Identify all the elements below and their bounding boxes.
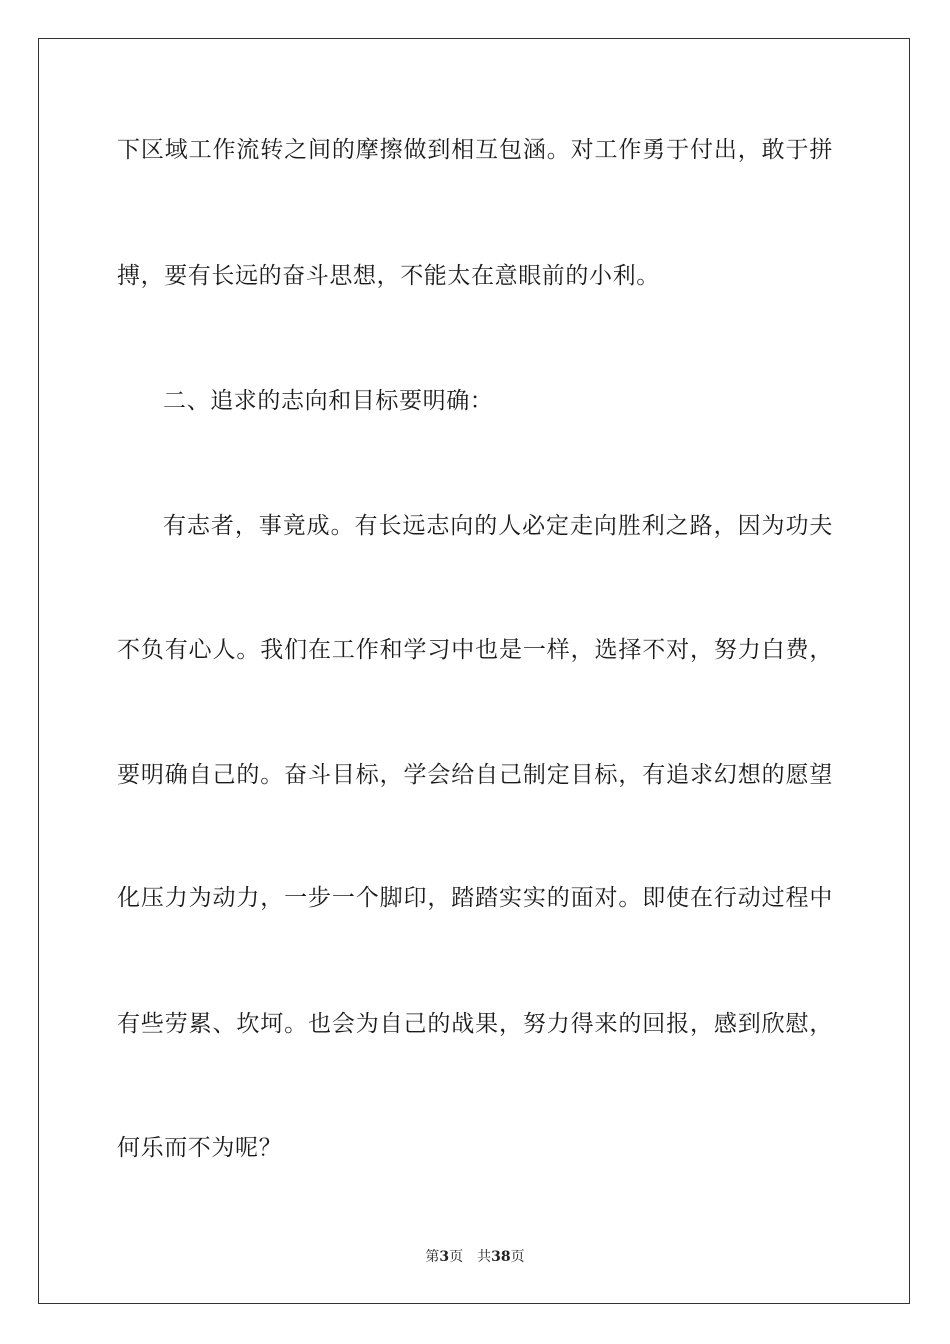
footer-total-pages: 38 (491, 1249, 511, 1265)
footer-page-unit: 页 (449, 1249, 464, 1265)
footer-total-prefix: 共 (477, 1249, 492, 1265)
page-footer (0, 1248, 950, 1266)
body-line-8: 有些劳累、坎坷。也会为自己的战果，努力得来的回报，感到欣慰， (117, 1011, 833, 1037)
body-line-2: 搏，要有长远的奋斗思想，不能太在意眼前的小利。 (117, 263, 660, 289)
body-line-5: 不负有心人。我们在工作和学习中也是一样，选择不对，努力白费， (117, 637, 833, 663)
body-line-4: 有志者，事竟成。有长远志向的人必定走向胜利之路，因为功夫 (163, 513, 833, 539)
page-border (38, 38, 910, 1304)
footer-total-unit: 页 (510, 1249, 525, 1265)
footer-prefix: 第 (425, 1249, 440, 1265)
body-line-1: 下区域工作流转之间的摩擦做到相互包涵。对工作勇于付出，敢于拼 (117, 137, 833, 163)
section-heading: 二、追求的志向和目标要明确： (163, 388, 494, 414)
body-line-6: 要明确自己的。奋斗目标，学会给自己制定目标，有追求幻想的愿望 (117, 762, 833, 788)
body-line-9: 何乐而不为呢？ (117, 1135, 283, 1161)
body-line-7: 化压力为动力，一步一个脚印，踏踏实实的面对。即使在行动过程中 (117, 885, 833, 911)
footer-current-page: 3 (439, 1249, 450, 1265)
